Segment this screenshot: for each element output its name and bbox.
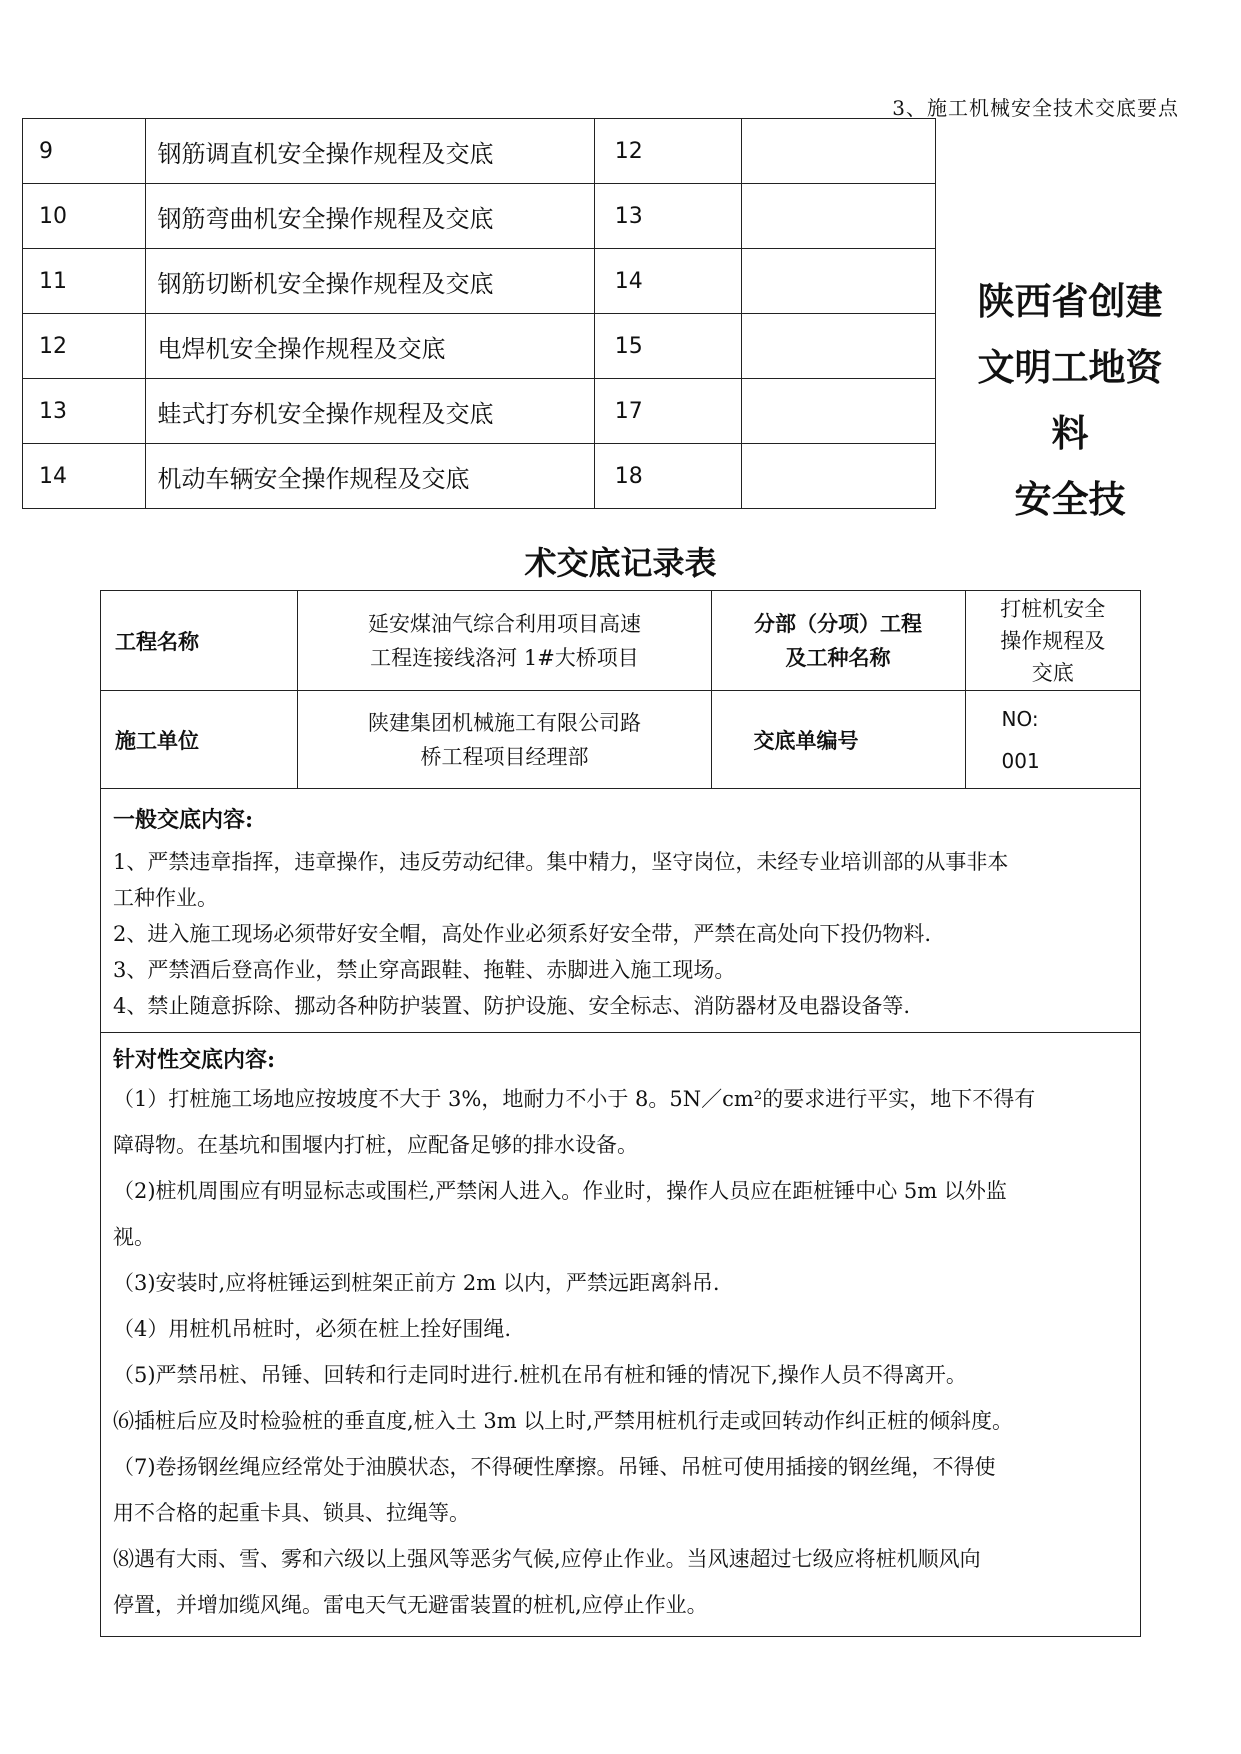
specific-section [101,1033,1141,1637]
specific-line: 障碍物。在基坑和围堰内打桩，应配备足够的排水设备。 [113,1133,638,1157]
division-value-line: 打桩机安全 [1000,596,1106,621]
toc-item-name: 机动车辆安全操作规程及交底 [145,444,594,509]
toc-blank-cell [742,444,936,509]
table-row [23,379,936,444]
side-title-line: 陕西省创建 [977,279,1163,323]
unit-value-line: 陕建集团机械施工有限公司路 [367,710,641,735]
toc-table [22,118,936,509]
toc-blank-cell [742,249,936,314]
toc-number: 11 [23,249,146,314]
specific-line: （3)安装时,应将桩锤运到桩架正前方 2m 以内，严禁远距离斜吊. [113,1271,720,1295]
side-title-line: 文明工地资 [977,345,1163,389]
table-row [101,691,1141,789]
toc-item-name: 钢筋调直机安全操作规程及交底 [145,119,594,184]
general-line: 3、严禁酒后登高作业，禁止穿高跟鞋、拖鞋、赤脚进入施工现场。 [113,958,736,982]
project-value-line: 工程连接线洛河 1#大桥项目 [370,645,639,670]
toc-item-name: 钢筋弯曲机安全操作规程及交底 [145,184,594,249]
side-title-line: 料 [1051,411,1089,455]
project-label: 工程名称 [101,591,298,691]
general-line: 工种作业。 [113,886,218,910]
specific-line: 停置，并增加缆风绳。雷电天气无避雷装置的桩机,应停止作业。 [113,1593,708,1617]
division-label-line: 及工种名称 [785,644,891,670]
table-row [101,1033,1141,1637]
general-line: 4、禁止随意拆除、挪动各种防护装置、防护设施、安全标志、消防器材及电器设备等. [113,994,911,1018]
division-value-line: 交底 [1031,660,1074,685]
specific-line: （1）打桩施工场地应按坡度不大于 3%，地耐力不小于 8。5N／cm²的要求进行平实，地下不得有 [113,1087,1036,1111]
table-row [101,789,1141,1033]
project-value [298,591,711,691]
specific-line: （5)严禁吊桩、吊锤、回转和行走同时进行.桩机在吊有桩和锤的情况下,操作人员不得离开。 [113,1363,967,1387]
division-label-line: 分部（分项）工程 [754,610,923,636]
table-row [23,314,936,379]
specific-line: ⑻遇有大雨、雪、雾和六级以上强风等恶劣气候,应停止作业。当风速超过七级应将桩机顺风向 [113,1547,981,1571]
division-value [965,591,1140,691]
specific-title: 针对性交底内容: [113,1047,276,1073]
table-row [23,119,936,184]
specific-line: 视。 [113,1225,155,1249]
main-title: 术交底记录表 [524,544,717,582]
toc-page: 17 [594,379,741,444]
toc-blank-cell [742,379,936,444]
toc-item-name: 蛙式打夯机安全操作规程及交底 [145,379,594,444]
division-label [711,591,965,691]
toc-blank-cell [742,184,936,249]
unit-value-line: 桥工程项目经理部 [420,744,589,769]
number-value [965,691,1140,789]
toc-page: 18 [594,444,741,509]
toc-blank-cell [742,119,936,184]
toc-page: 14 [594,249,741,314]
table-row [23,249,936,314]
number-label: 交底单编号 [711,691,965,789]
toc-number: 9 [23,119,146,184]
number-code: 001 [1001,748,1040,773]
general-title: 一般交底内容: [113,807,254,833]
table-row [101,591,1141,691]
specific-line: （4）用桩机吊桩时，必须在桩上拴好围绳. [113,1317,512,1341]
unit-value [298,691,711,789]
disclosure-form [100,590,1141,1637]
toc-page: 12 [594,119,741,184]
toc-number: 12 [23,314,146,379]
specific-line: （2)桩机周围应有明显标志或围栏,严禁闲人进入。作业时，操作人员应在距桩锤中心 5m 以外监 [113,1179,1007,1203]
unit-label: 施工单位 [101,691,298,789]
specific-line: 用不合格的起重卡具、锁具、拉绳等。 [113,1501,470,1525]
toc-number: 14 [23,444,146,509]
specific-line: （7)卷扬钢丝绳应经常处于油膜状态，不得硬性摩擦。吊锤、吊桩可使用插接的钢丝绳，不得使 [113,1455,996,1479]
project-value-line: 延安煤油气综合利用项目高速 [367,611,641,636]
table-row [23,444,936,509]
side-title [955,268,1185,532]
toc-item-name: 电焊机安全操作规程及交底 [145,314,594,379]
toc-item-name: 钢筋切断机安全操作规程及交底 [145,249,594,314]
division-value-line: 操作规程及 [1000,628,1106,653]
specific-line: ⑹插桩后应及时检验桩的垂直度,桩入土 3m 以上时,严禁用桩机行走或回转动作纠正桩的倾斜度。 [113,1409,1013,1433]
table-row [23,184,936,249]
toc-number: 10 [23,184,146,249]
general-line: 1、严禁违章指挥，违章操作，违反劳动纪律。集中精力，坚守岗位，未经专业培训部的从事非本 [113,850,1009,874]
toc-page: 15 [594,314,741,379]
toc-page: 13 [594,184,741,249]
toc-number: 13 [23,379,146,444]
toc-blank-cell [742,314,936,379]
side-title-line: 安全技 [1014,477,1126,521]
general-section [101,789,1141,1033]
number-prefix: NO: [1001,706,1039,731]
general-line: 2、进入施工现场必须带好安全帽，高处作业必须系好安全带，严禁在高处向下投仍物料. [113,922,932,946]
page-header-note: 3、施工机械安全技术交底要点 [892,96,1179,120]
